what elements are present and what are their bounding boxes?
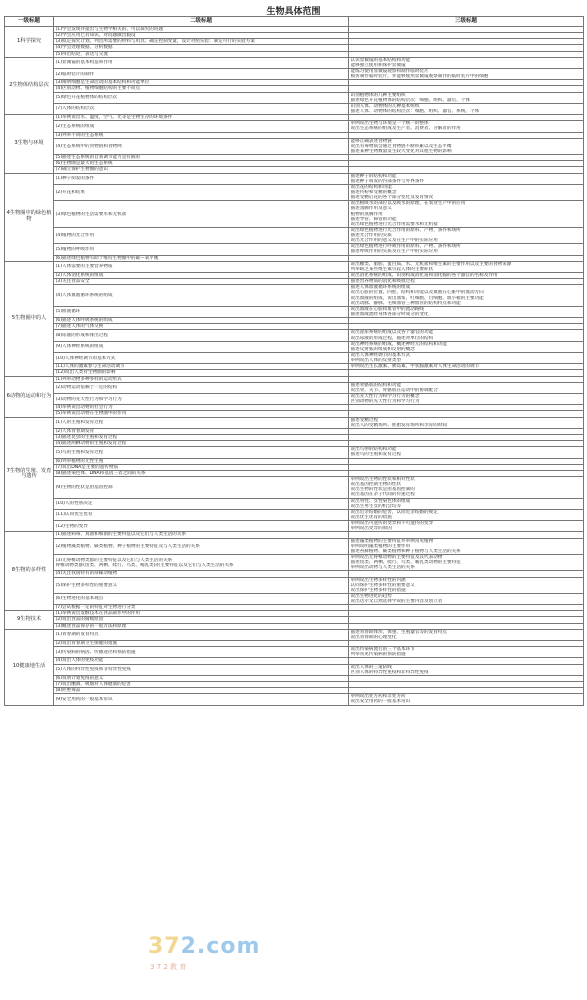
level3-text: 描述呼吸作用的实质及在生产中的实际应用 — [350, 249, 438, 255]
level3-text: 能够独立使用和保护显微镜 — [350, 62, 406, 68]
level2-cell — [54, 417, 349, 428]
section-title: 9生物技术 — [5, 611, 54, 629]
watermark-subtitle: 3 7 2 教 育 — [150, 963, 187, 971]
level3-text: 植物的蒸腾作用 — [350, 211, 383, 217]
level2-text: (2)生态系统的组成 — [55, 123, 95, 129]
level2-text: (4)关注我国特有的珍稀动植物 — [55, 571, 118, 577]
level2-text: (6)描述绿色植物有助于维持生物圈中的碳—氧平衡 — [55, 255, 159, 261]
level3-cell — [349, 538, 584, 554]
level3-cell — [349, 664, 584, 675]
level2-text: (6)说明计划免疫的意义 — [55, 675, 104, 681]
level3-text: 描述反射弧的组成和反射的概念 — [350, 346, 415, 352]
table-row — [5, 121, 584, 132]
level2-text: (2)植物藻类植物、蕨类植物、种子植物的主要特征及与人类生活的关系 — [55, 543, 200, 549]
level2-text: (9)人体神经系统的组成 — [55, 344, 104, 350]
level3-text: 列举缺乏某些维生素引起人体的主要症状 — [350, 266, 434, 272]
level2-text: (9)安全用药的一般基本常识 — [55, 696, 113, 702]
level3-text: 说出人体的三道防线 — [350, 664, 392, 670]
level3-cell — [349, 184, 584, 200]
level2-text: (1)人体需要的主要营养物质 — [55, 264, 113, 270]
level3-cell — [349, 417, 584, 428]
level2-cell — [54, 694, 349, 705]
level3-cell — [349, 330, 584, 341]
table-row — [5, 593, 584, 604]
section-title: 1科学探究 — [5, 27, 54, 58]
level3-cell — [349, 447, 584, 458]
level2-cell — [54, 498, 349, 509]
level3-text: 说出生物的性状是由基因控制的 — [350, 487, 415, 493]
level3-text: 说出保护生物多样性的措施 — [350, 587, 406, 593]
level2-cell — [54, 341, 349, 352]
level3-text: 说出光合作用的意义及在生产中的实际应用 — [350, 238, 438, 244]
level3-text: 说出糖类、脂肪、蛋白质、水、无机盐和维生素的主要作用以及主要的食物来源 — [350, 261, 512, 267]
level3-text: 描述种子的结构和功能 — [350, 173, 397, 179]
level3-text: 列举常见传染病的预防措施 — [350, 652, 406, 658]
level3-text: 说出骨、关节、骨骼肌在运动中的协调配合 — [350, 387, 438, 393]
level2-text: (1)描述病毒、真菌和细菌的主要特征以及它们与人类生活的关系 — [55, 532, 187, 538]
level3-text: 区别动物的先天性行为和学习行为 — [350, 399, 420, 405]
level2-text: (2)开花和结果 — [55, 189, 85, 195]
level3-text: 说出男性、女性染色体的组成 — [350, 498, 411, 504]
level3-text: 描述骨骼肌的结构和功能 — [350, 382, 402, 388]
level3-text: 举例说出可遗传的变异和不可遗传的变异 — [350, 521, 434, 527]
level2-cell — [54, 201, 349, 228]
level3-cell — [349, 341, 584, 352]
level3-text: 举例说明藻类植物的主要作用 — [350, 543, 411, 549]
level3-text: 说出基因控制生物的性状 — [350, 482, 402, 488]
level2-cell — [54, 103, 349, 114]
level3-text: 说出生男生女的机会均等 — [350, 503, 402, 509]
level3-text: 识别植物体的几种主要组织 — [350, 92, 406, 98]
table-row — [5, 261, 584, 272]
level2-text: (3)描述昆虫的生殖和发育过程 — [55, 434, 118, 440]
level2-text: (4)举例说出动物的社会行为 — [55, 405, 113, 411]
table-row — [5, 57, 584, 68]
level2-text: (7)说出DNA是主要的遗传物质 — [55, 464, 119, 470]
level3-text: 模仿制作临时装片，并能够使用显微镜观察制作的临时装片中的细胞 — [350, 74, 489, 80]
section-title: 3生物与环境 — [5, 115, 54, 173]
level3-text: 说出基因在亲子代间的传递过程 — [350, 492, 415, 498]
level2-text: (5)人体的特异性免疫和非特异性免疫 — [55, 667, 131, 673]
table-row — [5, 330, 584, 341]
level2-text: (1)种子萌发的条件 — [55, 176, 95, 182]
level2-cell — [54, 68, 349, 79]
level3-text: 说出鸟卵的结构和功能 — [350, 447, 397, 453]
level3-text: 说出血液的组成，说出血浆、红细胞、白细胞、血小板的主要功能 — [350, 295, 484, 301]
level2-cell — [54, 476, 349, 498]
level2-text: (4)植物的光合作用 — [55, 233, 95, 239]
level3-text: 说出生物进化的趋势 — [350, 593, 392, 599]
level3-text: 说出尿液的形成过程，描述肾单位的结构 — [350, 335, 434, 341]
section-title: 4生物圈中的绿色植物 — [5, 173, 54, 261]
level2-text: (3)无脊椎动物类群的主要特征以及它们与人类生活的关系 — [55, 557, 173, 563]
level2-cell — [54, 92, 349, 103]
level3-cell — [349, 694, 584, 705]
table-row — [5, 227, 584, 243]
section-title: 6动物的运动和行为 — [5, 376, 54, 417]
level2-text: (5)得出结论，表达与交流 — [55, 51, 108, 57]
level3-text: 认同保护生物多样性的重要意义 — [350, 582, 415, 588]
table-row — [5, 447, 584, 458]
level2-text: (11)认同优生优育 — [55, 512, 93, 518]
level3-cell — [349, 353, 584, 364]
level2-text: (4)学会处理数据，分析数据 — [55, 45, 113, 51]
level2-cell — [54, 285, 349, 307]
level3-text: 说出人的受精场所、胚胎发育场所和孕育的时间 — [350, 422, 447, 428]
page-title: 生物具体范围 — [266, 7, 321, 17]
level3-text: 举例说出生长激素、胰岛素、甲状腺激素对人体生命活动的调节 — [350, 364, 480, 370]
level2-cell — [54, 138, 349, 154]
level3-text: 能够正确表述食物链 — [350, 138, 392, 144]
level3-text: 说出动脉、静脉、毛细血管三种血管的结构特点和功能 — [350, 300, 461, 306]
level2-cell — [54, 577, 349, 593]
table-row — [5, 201, 584, 228]
level3-cell — [349, 593, 584, 604]
table-row — [5, 577, 584, 593]
section-title: 5生物圈中的人 — [5, 261, 54, 376]
level2-cell — [54, 447, 349, 458]
table-row — [5, 498, 584, 509]
level3-text: 说出心脏的位置、四腔、结构和功能以及血液在心脏中的流动方向 — [350, 290, 484, 296]
section-title: 8生物的多样性 — [5, 532, 54, 611]
level3-text: 描述种子萌发的内部条件与外界条件 — [350, 178, 425, 184]
level2-cell — [54, 57, 349, 68]
level3-cell — [349, 382, 584, 393]
level3-text: 说出血液在心脏和血管中的流动路线 — [350, 306, 425, 312]
level2-text: (8)尿液的形成和排出过程 — [55, 333, 108, 339]
table-row — [5, 538, 584, 554]
level2-text: (2)人体消化系统的组成 — [55, 273, 104, 279]
level2-text: (5)保护生物多样性的重要意义 — [55, 582, 118, 588]
level3-cell — [349, 227, 584, 243]
level2-text: (5)血液循环 — [55, 309, 81, 315]
level2-text: (12)说出人类对生物圈的影响 — [55, 370, 116, 376]
level2-text: (1)举例说出水、温度、空气、光等是生物生存的环境条件 — [55, 115, 173, 121]
scope-table — [4, 16, 584, 706]
level3-text: 说出绿色植物进行呼吸作用的原料、产物、条件和场所 — [350, 244, 461, 250]
level3-text: 能练习使用显微镜观察和制作临时装片 — [350, 68, 429, 74]
level2-text: (3)绿色植物的生活需要水和无机盐 — [55, 211, 127, 217]
level2-cell — [54, 173, 349, 184]
level2-text: (4)说出人体的免疫功能 — [55, 658, 104, 664]
level2-cell — [54, 227, 349, 243]
table-row — [5, 173, 584, 184]
level2-text: (4)区别动物、植物细胞结构的主要不同点 — [55, 86, 141, 92]
level2-text: (6)生物圈是最大的生态系统 — [55, 161, 113, 167]
level2-cell — [54, 382, 349, 393]
table-row — [5, 554, 584, 570]
level2-text: (3)关注食品安全 — [55, 279, 90, 285]
level2-text: (7)描述人体的气体交换 — [55, 324, 104, 330]
table-row — [5, 184, 584, 200]
level2-cell — [54, 394, 349, 405]
level3-cell — [349, 103, 584, 114]
level2-text: (12)生物的变异 — [55, 523, 88, 529]
level3-cell — [349, 647, 584, 658]
level3-text: 说出人体神经调节的基本方式 — [350, 353, 411, 359]
level2-text: (3)列举不同的生态系统 — [55, 132, 104, 138]
level2-cell — [54, 261, 349, 272]
level3-text: 描述营养物质的消化和吸收过程 — [350, 279, 415, 285]
level2-text: (2)说出青春期卫生保健的措施 — [55, 641, 118, 647]
level2-text: (2)人体青春期发育 — [55, 428, 95, 434]
level3-cell — [349, 138, 584, 154]
level3-text: 举例说出生物多样性的内涵 — [350, 577, 406, 583]
level2-text: (3)概述食品保存的一般方法和原理 — [55, 623, 127, 629]
section-title: 2生物体结构层次 — [5, 57, 54, 114]
table-row — [5, 341, 584, 352]
level3-text: 说出先天性行为和学习行为的概念 — [350, 394, 420, 399]
level3-cell — [349, 394, 584, 405]
level2-text: (8)描述染色体、DNA和基因三者之间的关系 — [55, 470, 146, 476]
table-row — [5, 244, 584, 255]
level3-text: 说出达尔文自然选择学说的主要内容及创立者 — [350, 599, 443, 605]
level2-text: (3)动物的先天性行为和学习行为 — [55, 396, 122, 402]
level2-text: (4)描述两栖动物的生殖和发育过程 — [55, 441, 127, 447]
table-row — [5, 521, 584, 532]
level2-cell — [54, 353, 349, 364]
table-row — [5, 476, 584, 498]
level2-cell — [54, 244, 349, 255]
header-level3: 三级标题 — [349, 17, 584, 27]
level3-cell — [349, 476, 584, 498]
header-level1: 一级标题 — [5, 17, 54, 27]
level3-text: 说出有毒物质会通过食物链不断积累以及生态平衡 — [350, 143, 452, 149]
watermark-main: 37 — [148, 934, 181, 959]
level3-text: 区别人体的特异性免疫和非特异性免疫 — [350, 669, 429, 675]
level3-text: 举例说出人体的反射类型 — [350, 358, 402, 364]
section-title: 10健康地生活 — [5, 629, 54, 705]
level2-cell — [54, 593, 349, 604]
level2-cell — [54, 306, 349, 317]
level3-text: 描述某种生物数量发生较大变化对其他生物的影响 — [350, 148, 452, 154]
table-row — [5, 694, 584, 705]
level3-text: 说出安全用药的一般基本常识 — [350, 699, 411, 705]
level2-cell — [54, 521, 349, 532]
level2-text: (5)描述生态系统的自我调节能力是有限的 — [55, 155, 141, 161]
level2-text: (3)阐明细胞是生命活动的基本结构和功能单位 — [55, 80, 150, 86]
level3-text: 描述受精后花的各个部分变化及发育情况 — [350, 195, 434, 201]
level2-text: (10)人体神经调节的基本方式 — [55, 355, 116, 361]
level2-text: (7)确立保护生物圈的意识 — [55, 167, 108, 173]
level3-text: 说出青春期的心理变化 — [350, 634, 397, 640]
level2-text: (9)生物的性状是由基因控制 — [55, 484, 113, 490]
table-row — [5, 103, 584, 114]
level3-text: 描述人体血液循环系统的组成 — [350, 285, 411, 291]
level3-text: 举例说出处方药和非处方药 — [350, 694, 406, 700]
level3-text: 说出泌尿系统的组成以及各个器官的功能 — [350, 330, 434, 336]
level2-cell — [54, 629, 349, 640]
level3-text: 举例说出无脊椎动物的主要特征及其代表动物 — [350, 554, 443, 560]
level2-text: (4)人体血液循环系统的组成 — [55, 293, 113, 299]
level3-text: 说出神经系统的组成，概述神经元的结构和功能 — [350, 341, 447, 347]
level3-cell — [349, 509, 584, 520]
level3-text: 描述血液流经身体各部分时成分的变化 — [350, 312, 429, 318]
level2-text: (1)人的生殖和发育过程 — [55, 420, 104, 426]
level3-text: 认识显微镜的基本结构和功能 — [350, 57, 411, 63]
table-row — [5, 306, 584, 317]
level3-text: 举例说出生物的性状和相对性状 — [350, 476, 415, 482]
level2-text: 脊椎动物类群(鱼类、两栖、爬行、鸟类、哺乳类)的主要特征以及它们与人类生活的关系 — [55, 562, 234, 568]
table-body — [5, 27, 584, 706]
level2-text: (7)人体的结构层次 — [55, 106, 95, 112]
level2-text: (6)描述人体呼吸系统的组成 — [55, 318, 113, 324]
level3-cell — [349, 261, 584, 272]
level2-cell — [54, 509, 349, 520]
table-row — [5, 394, 584, 405]
table-row — [5, 417, 584, 428]
level3-cell — [349, 306, 584, 317]
level2-text: (7)尝试根据一定的特征对生物进行分类 — [55, 605, 136, 611]
level3-text: 说出根吸水的部位以及吸水的原理，在农业生产中的应用 — [350, 201, 466, 207]
table-row — [5, 68, 584, 79]
table-row — [5, 353, 584, 364]
table-row — [5, 647, 584, 658]
level2-text: (1)青春期的发育特点 — [55, 632, 99, 638]
level3-cell — [349, 244, 584, 255]
level3-text: 描述光合作用的实质 — [350, 233, 392, 239]
level3-text: 说出绿色植物进行光合作用的原料、产物、条件和场所 — [350, 227, 461, 233]
level3-text: 举例说出动物与人类生活的关系 — [350, 565, 415, 571]
level2-text: (10)人的性别决定 — [55, 501, 93, 507]
level2-cell — [54, 538, 349, 554]
level3-text: 描述藻类植物的主要特征并举例常见植物 — [350, 538, 434, 544]
watermark-logo — [148, 934, 260, 959]
table-row — [5, 509, 584, 520]
level3-text: 说出生态系统的组成及生产者、消费者、分解者的作用 — [350, 126, 461, 132]
level3-text: 说出传染病流行的三个基本环节 — [350, 647, 415, 653]
level2-text: (2)说出食品的腐败原因 — [55, 617, 104, 623]
level2-text: (5)绿色开花植物体的结构层次 — [55, 95, 118, 101]
level3-cell — [349, 173, 584, 184]
level2-text: (2)动物运动依赖于一定的结构 — [55, 385, 118, 391]
level2-text: (11)人体的激素参与生命活动调节 — [55, 364, 125, 370]
level3-cell — [349, 121, 584, 132]
level3-text: 举例说出变异的原因 — [350, 526, 392, 532]
level2-text: (5)植物的呼吸作用 — [55, 246, 95, 252]
level3-cell — [349, 201, 584, 228]
level2-text: (3)拟定探究计划，列出所需要的材料与用具；确定控制变量，设计对照实验；制定可行的实验方案 — [55, 39, 255, 45]
level3-cell — [349, 57, 584, 68]
level2-cell — [54, 554, 349, 570]
level2-text: (7)说出酗酒、吸烟对人体健康的危害 — [55, 682, 131, 688]
level3-text: 描述苔藓植物、蕨类植物和种子植物与人类生活的关系 — [350, 548, 461, 554]
level3-text: 描述绿色开花植物体的结构层次：细胞、组织、器官、个体 — [350, 97, 470, 103]
level2-text: (5)举例说出动物在生物圈中的作用 — [55, 411, 127, 417]
level2-text: (2)学会应用已有知识，对问题做出假设 — [55, 33, 136, 39]
table-row — [5, 664, 584, 675]
table-row — [5, 285, 584, 307]
level2-cell — [54, 647, 349, 658]
level2-text: (3)传染病的病因、传播途径和预防措施 — [55, 649, 136, 655]
level3-cell — [349, 285, 584, 307]
level2-text: (8)拒绝毒品 — [55, 688, 81, 694]
level3-text: 说出近亲结婚的危害，认同近亲结婚的规定 — [350, 509, 438, 515]
level3-text: 描述鸟的生殖和发育过程 — [350, 452, 402, 458]
level3-text: 描述青春期体形、体重、生殖器官等的发育特点 — [350, 629, 447, 635]
level2-text: (4)生态系统中的食物链和食物网 — [55, 143, 122, 149]
level2-text: (6)生物进化的基本观点 — [55, 596, 104, 602]
section-title: 7生物的生殖、发育与遗传 — [5, 417, 54, 532]
level3-text: 描述蒸腾作用及意义 — [350, 206, 392, 212]
header-level2: 二级标题 — [54, 17, 349, 27]
level3-text: 说出绿色植物进行光合作用需要水和无机盐 — [350, 221, 438, 227]
level3-cell — [349, 498, 584, 509]
table-row — [5, 382, 584, 393]
level2-text: (1)显微镜的基本构造和作用 — [55, 60, 113, 66]
level3-text: 说出优生优育的措施 — [350, 514, 392, 520]
level3-cell — [349, 629, 584, 640]
level2-cell — [54, 121, 349, 132]
level3-text: 识别人体、动物体的几种基本组织 — [350, 103, 420, 109]
level3-cell — [349, 521, 584, 532]
table-header-row — [5, 17, 584, 27]
level3-text: 说出花的结构和功能 — [350, 184, 392, 190]
level3-text: 描述导管、筛管的功能 — [350, 216, 397, 222]
level3-text: 描述受精过程 — [350, 417, 379, 423]
level2-text: (5)鸟的生殖和发育过程 — [55, 449, 104, 455]
level3-cell — [349, 577, 584, 593]
table-row — [5, 629, 584, 640]
level2-text: (6)列举植物的无性生殖 — [55, 458, 104, 464]
level3-text: 说出消化系统的组成，识别构成消化道和消化腺的各个器官的名称及作用 — [350, 273, 498, 279]
level3-cell — [349, 68, 584, 79]
level2-text: (1)学会发现并提出与生物学相关的、可以探究的问题 — [55, 27, 164, 32]
level3-cell — [349, 92, 584, 103]
level3-text: 举例说出生物与环境是一个统一的整体 — [350, 121, 429, 127]
level2-cell — [54, 664, 349, 675]
level2-cell — [54, 184, 349, 200]
level2-text: (2)临时装片的制作 — [55, 71, 95, 77]
level3-cell — [349, 554, 584, 570]
table-row — [5, 138, 584, 154]
level2-cell — [54, 330, 349, 341]
table-row — [5, 92, 584, 103]
level2-text: (1)举例说出发酵技术在食品制作中的作用 — [55, 611, 141, 617]
level3-text: 描述鱼类、两栖、爬行、鸟类、哺乳类动物的主要特征 — [350, 560, 461, 566]
watermark-accent: 2.com — [180, 934, 261, 959]
level3-text: 描述人体、动物体的结构层次：细胞、组织、器官、系统、个体 — [350, 108, 480, 114]
level3-text: 描述传粉和受精的概念 — [350, 189, 397, 195]
level2-text: (1)列举动物多种多样的运动形式 — [55, 376, 122, 382]
